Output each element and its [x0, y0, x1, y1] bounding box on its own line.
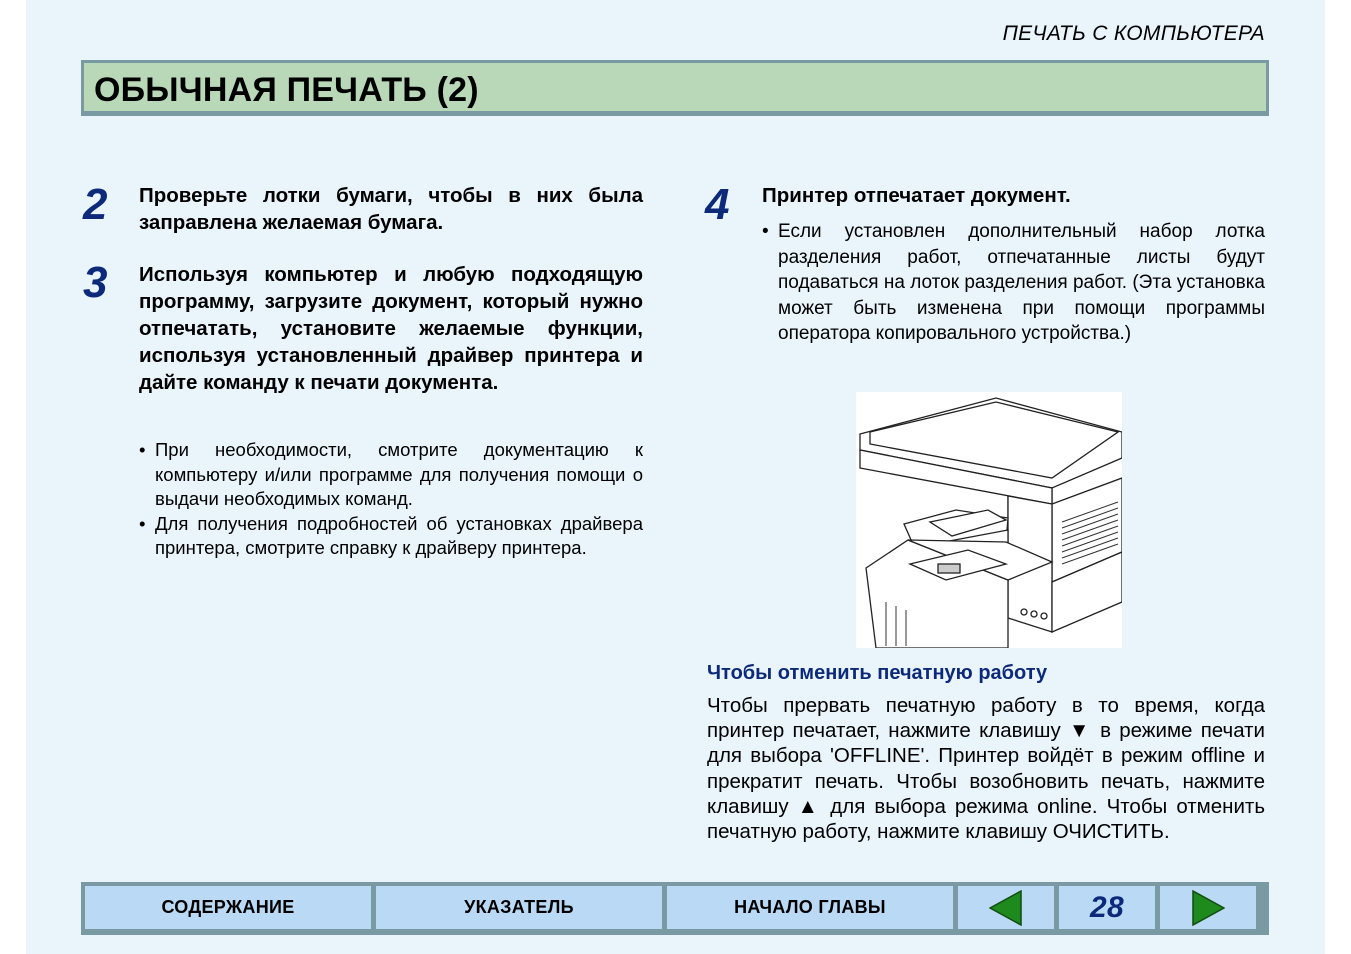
section-label: ПЕЧАТЬ С КОМПЬЮТЕРА [1002, 22, 1265, 45]
step-4-notes [762, 219, 1265, 347]
cancel-heading: Чтобы отменить печатную работу [707, 662, 1048, 684]
note-item: • Для получения подробностей об установках драйвера принтера, смотрите справку к драйверу принтера. [139, 512, 643, 561]
note-item: • При необходимости, смотрите документацию к компьютеру и/или программе для получения помощи о выдачи необходимых команд. [139, 438, 643, 512]
step-4-text: Принтер отпечатает документ. [762, 184, 1071, 207]
index-button[interactable]: УКАЗАТЕЛЬ [376, 886, 662, 929]
cancel-instructions: Чтобы прервать печатную работу в то время, когда принтер печатает, нажмите клавишу ▼ в режиме печати для выбора 'OFFLINE'. Принтер войдёт в режим offline и прекратит печать. Чтобы возобновить печать, нажмите клавишу ▲ для выбора режима online. Чтобы отменить печатную работу, нажмите клавишу ОЧИСТИТЬ. [707, 694, 1265, 844]
arrow-right-icon [1191, 890, 1225, 926]
step-3-notes [139, 438, 643, 561]
arrow-left-icon [989, 890, 1023, 926]
copier-printer-illustration [856, 392, 1122, 648]
page-title: ОБЫЧНАЯ ПЕЧАТЬ (2) [94, 71, 479, 109]
previous-page-button[interactable] [958, 886, 1054, 929]
note-item: • Если установлен дополнительный набор лотка разделения работ, отпечатанные листы будут подаваться на лоток разделения работ. (Эта установка может быть изменена при помощи программы оператора копировального устройства.) [762, 219, 1265, 347]
next-page-button[interactable] [1160, 886, 1256, 929]
step-number-3: 3 [83, 258, 108, 307]
title-bar [81, 60, 1269, 116]
chapter-start-button[interactable]: НАЧАЛО ГЛАВЫ [667, 886, 953, 929]
navigation-bar [81, 882, 1269, 935]
copier-printer-icon [856, 392, 1122, 648]
contents-button[interactable]: СОДЕРЖАНИЕ [85, 886, 371, 929]
page-number: 28 [1059, 886, 1155, 929]
step-number-2: 2 [83, 180, 108, 229]
step-3-text: Используя компьютер и любую подходящую программу, загрузите документ, который нужно отпечатать, установите желаемые функции, используя установленный драйвер принтера и дайте команду к печати документа. [139, 263, 643, 394]
step-number-4: 4 [705, 180, 730, 229]
step-2-text: Проверьте лотки бумаги, чтобы в них была заправлена желаемая бумага. [139, 184, 643, 234]
manual-page [26, 0, 1325, 954]
